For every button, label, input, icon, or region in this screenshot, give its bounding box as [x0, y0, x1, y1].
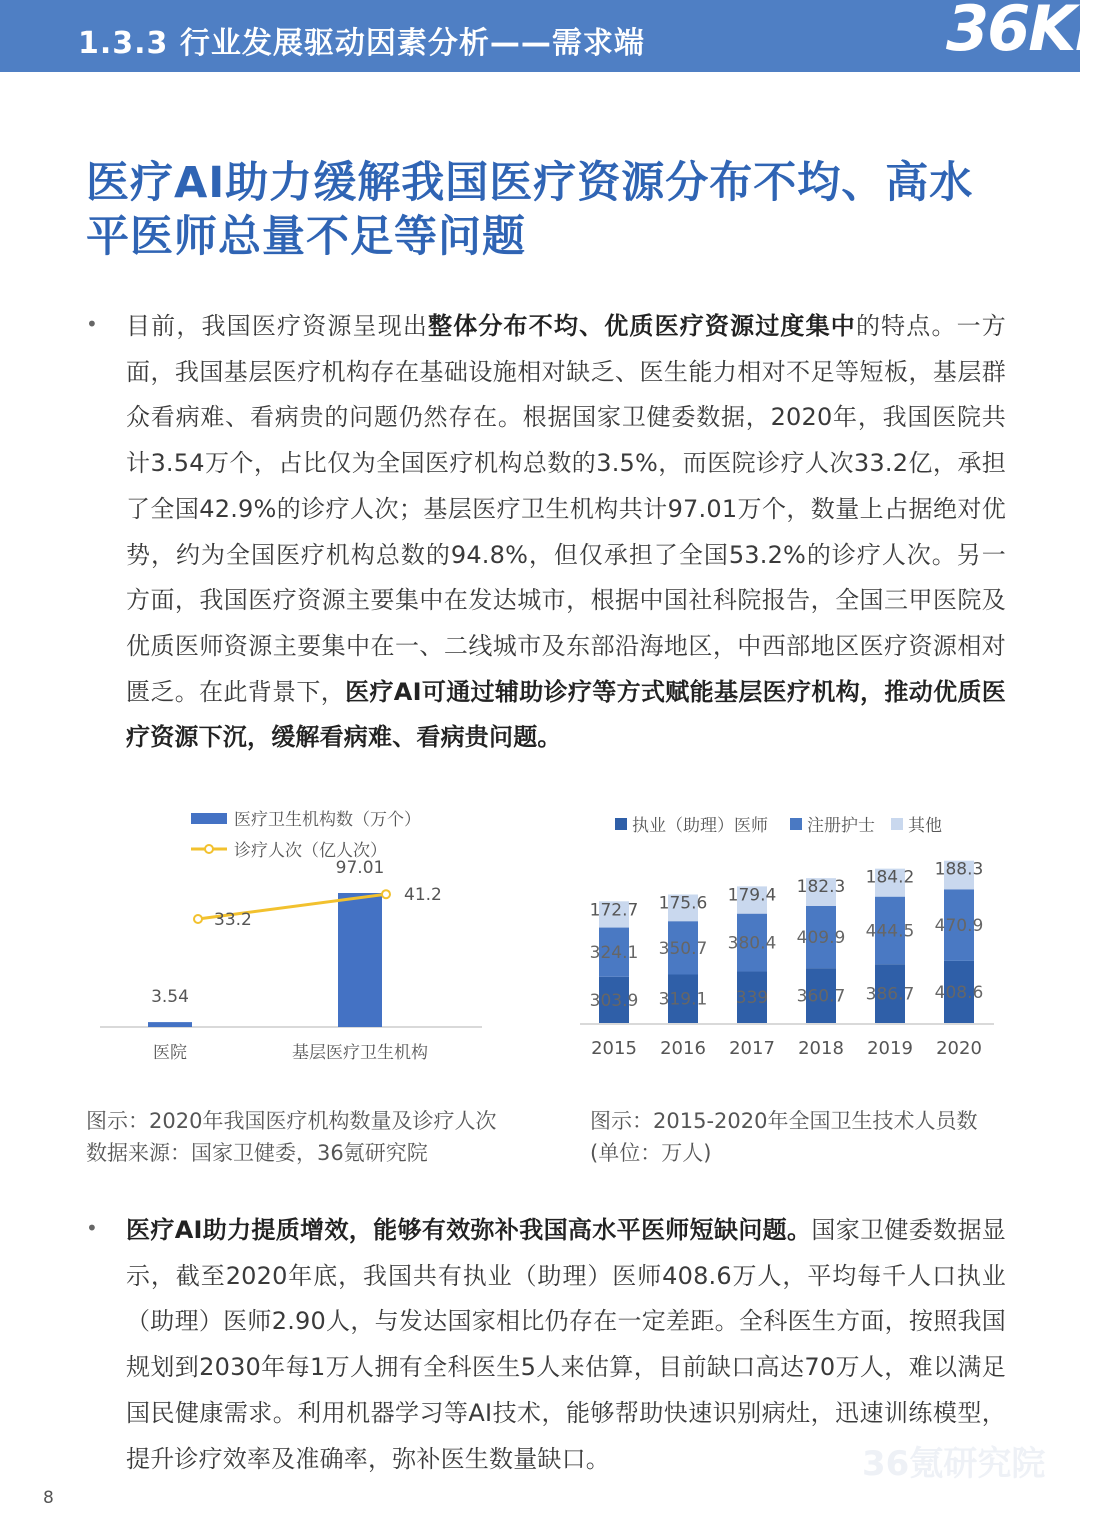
legend-swatch-other — [891, 818, 903, 830]
legend-label-institutions: 医疗卫生机构数（万个） — [234, 810, 421, 830]
x-tick-label-2018: 2018 — [798, 1038, 844, 1059]
page-title-line2: 平医师总量不足等问题 — [86, 212, 526, 262]
para2-bold1: 医疗AI助力提质增效，能够有效弥补我国高水平医师短缺问题。 — [126, 1216, 812, 1244]
value-label-1-2017: 380.4 — [727, 933, 777, 954]
value-label-1-2016: 350.7 — [658, 938, 708, 959]
para1-bold1: 整体分布不均、优质医疗资源过度集中 — [428, 312, 856, 340]
value-label-2-2017: 179.4 — [727, 885, 777, 906]
value-label-1-2018: 409.9 — [796, 928, 846, 949]
label-visits-1: 41.2 — [404, 885, 442, 906]
page-title-line1: 医疗AI助力缓解我国医疗资源分布不均、高水 — [86, 158, 974, 208]
bar-institutions-0 — [148, 1022, 192, 1027]
value-label-2-2019: 184.2 — [865, 867, 915, 888]
caption-left — [86, 1105, 496, 1169]
caption-right-unit: (单位：万人) — [590, 1141, 712, 1165]
label-institutions-1: 97.01 — [335, 858, 385, 878]
x-tick-label-2019: 2019 — [867, 1038, 913, 1059]
x-tick-label-2016: 2016 — [660, 1038, 706, 1059]
paragraph-resource-distribution — [126, 304, 1006, 761]
value-label-0-2017: 339 — [735, 988, 769, 1009]
value-label-0-2018: 360.7 — [796, 986, 846, 1007]
legend-swatch-doctors — [615, 818, 627, 830]
para2-text1: 国家卫健委数据显示，截至2020年底，我国共有执业（助理）医师408.6万人，平均每千人口执业（助理）医师2.90人，与发达国家相比仍存在一定差距。全科医生方面，按照我国规划到2030年每1万人拥有全科医生5人来估算，目前缺口高达70万人，难以满足国民健康需求。利用机器学习等AI技术，能够帮助快速识别病灶，迅速训练模型，提升诊疗效率及准确率，弥补医生数量缺口。 — [126, 1216, 1006, 1473]
brand-logo — [940, 0, 1103, 72]
legend-swatch-nurses — [790, 818, 802, 830]
legend-label-other: 其他 — [908, 816, 942, 836]
caption-right — [590, 1105, 977, 1169]
chart-health-workers — [578, 805, 1018, 1070]
caption-left-source: 数据来源：国家卫健委，36氪研究院 — [86, 1141, 428, 1165]
legend-label-doctors: 执业（助理）医师 — [632, 816, 768, 836]
x-tick-label-2015: 2015 — [591, 1038, 637, 1059]
value-label-0-2016: 319.1 — [658, 989, 708, 1010]
para1-text1: 目前，我国医疗资源呈现出 — [126, 312, 429, 340]
value-label-1-2015: 324.1 — [589, 943, 639, 964]
x-tick-label-0: 医院 — [153, 1043, 187, 1063]
value-label-2-2018: 182.3 — [796, 877, 846, 898]
page-number: 8 — [43, 1488, 54, 1508]
watermark: 36氪研究院 — [862, 1444, 1046, 1484]
legend-swatch-institutions — [191, 813, 227, 824]
legend-label-visits: 诊疗人次（亿人次） — [234, 841, 387, 861]
point-visits-1 — [382, 890, 390, 898]
value-label-1-2020: 470.9 — [934, 916, 984, 937]
value-label-0-2020: 408.6 — [934, 982, 984, 1003]
chart-medical-institutions — [90, 795, 510, 1080]
label-visits-0: 33.2 — [214, 910, 252, 930]
legend-label-nurses: 注册护士 — [807, 816, 875, 836]
x-tick-label-2017: 2017 — [729, 1038, 775, 1059]
value-label-2-2016: 175.6 — [658, 893, 708, 914]
bullet-icon: • — [86, 312, 98, 336]
value-label-0-2019: 386.7 — [865, 984, 915, 1005]
bar-institutions-1 — [338, 893, 382, 1027]
caption-right-title: 图示：2015-2020年全国卫生技术人员数 — [590, 1109, 978, 1133]
value-label-2-2020: 188.3 — [934, 859, 984, 880]
para1-text2: 的特点。一方面，我国基层医疗机构存在基础设施相对缺乏、医生能力相对不足等短板，基层群众看病难、看病贵的问题仍然存在。根据国家卫健委数据，2020年，我国医院共计3.54万个，占比仅为全国医疗机构总数的3.5%，而医院诊疗人次33.2亿，承担了全国42.9%的诊疗人次；基层医疗卫生机构共计97.01万个，数量上占据绝对优势，约为全国医疗机构总数的94.8%，但仅承担了全国53.2%的诊疗人次。另一方面，我国医疗资源主要集中在发达城市，根据中国社科院报告，全国三甲医院及优质医师资源主要集中在一、二线城市及东部沿海地区，中西部地区医疗资源相对匮乏。在此背景下， — [126, 312, 1007, 706]
legend-marker-visits — [205, 845, 213, 853]
page-title — [86, 156, 1026, 264]
bullet-icon: • — [86, 1216, 98, 1240]
x-tick-label-2020: 2020 — [936, 1038, 982, 1059]
label-institutions-0: 3.54 — [151, 987, 189, 1008]
logo-text: 36Kr — [946, 0, 1103, 65]
caption-left-title: 图示：2020年我国医疗机构数量及诊疗人次 — [86, 1109, 497, 1133]
value-label-2-2015: 172.7 — [589, 900, 639, 921]
x-tick-label-1: 基层医疗卫生机构 — [292, 1043, 428, 1063]
point-visits-0 — [194, 915, 202, 923]
value-label-1-2019: 444.5 — [865, 921, 915, 942]
page-header — [0, 0, 1103, 72]
section-title: 1.3.3 行业发展驱动因素分析——需求端 — [78, 26, 645, 61]
para1-bold2: 医疗AI可通过辅助诊疗等方式赋能基层医疗机构，推动优质医疗资源下沉，缓解看病难、看病贵问题。 — [126, 677, 1006, 752]
value-label-0-2015: 303.9 — [589, 990, 639, 1011]
